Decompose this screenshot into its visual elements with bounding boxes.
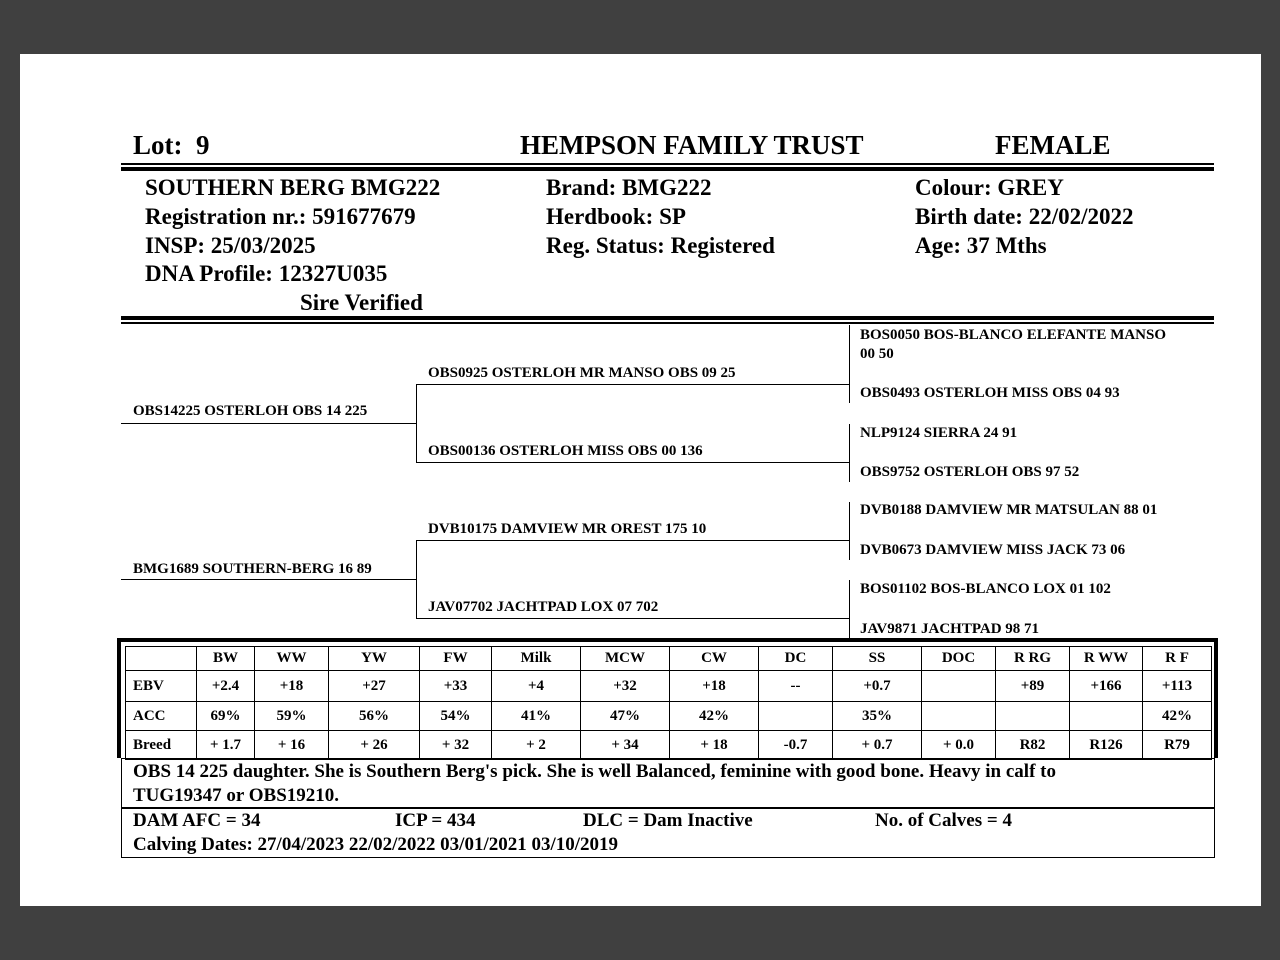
header-rule-top <box>121 163 1214 165</box>
colour: Colour: GREY <box>915 175 1064 200</box>
ebv-col-header: SS <box>833 647 922 671</box>
acc-cell <box>922 702 996 731</box>
ggp-1-cont: 00 50 <box>860 346 894 362</box>
breed-cell: -0.7 <box>759 731 833 760</box>
dlc: DLC = Dam Inactive <box>583 810 753 831</box>
pedigree-dam: BMG1689 SOUTHERN-BERG 16 89 <box>133 561 372 577</box>
ebv-cell <box>922 671 996 702</box>
ebv-cell: +113 <box>1143 671 1212 702</box>
acc-cell <box>996 702 1070 731</box>
breed-cell: + 26 <box>329 731 420 760</box>
ebv-cell: +33 <box>420 671 492 702</box>
ebv-cell: -- <box>759 671 833 702</box>
lot-label-text: Lot: <box>133 130 183 160</box>
ggp-bracket-2 <box>849 424 850 482</box>
dam-bracket <box>416 540 417 618</box>
calving-dates: Calving Dates: 27/04/2023 22/02/2022 03/01/2021 03/10/2019 <box>133 834 619 855</box>
ebv-col-header: DOC <box>922 647 996 671</box>
breed-cell: + 2 <box>492 731 581 760</box>
acc-cell: 42% <box>1143 702 1212 731</box>
ggp-7: BOS01102 BOS-BLANCO LOX 01 102 <box>860 581 1111 597</box>
breed-cell: R82 <box>996 731 1070 760</box>
ggp-3: NLP9124 SIERRA 24 91 <box>860 425 1018 441</box>
acc-cell <box>759 702 833 731</box>
ebv-col-header: WW <box>255 647 329 671</box>
info-rule-bottom <box>121 322 1214 324</box>
ebv-cell: +18 <box>670 671 759 702</box>
ebv-col-header: R RG <box>996 647 1070 671</box>
reg-status: Reg. Status: Registered <box>546 233 775 258</box>
ggp-bracket-3 <box>849 502 850 560</box>
breed-cell: + 0.7 <box>833 731 922 760</box>
dam-afc: DAM AFC = 34 <box>133 810 261 831</box>
breed-cell: + 18 <box>670 731 759 760</box>
sex-label: FEMALE <box>995 130 1111 160</box>
ebv-frame-top <box>117 638 1218 642</box>
ggp-4: OBS9752 OSTERLOH OBS 97 52 <box>860 464 1080 480</box>
ebv-row <box>126 671 1212 702</box>
sire-bracket <box>416 384 417 462</box>
birth-date: Birth date: 22/02/2022 <box>915 204 1134 229</box>
ebv-row-label: EBV <box>126 671 197 702</box>
insp-date: INSP: 25/03/2025 <box>145 233 316 258</box>
acc-cell: 41% <box>492 702 581 731</box>
age: Age: 37 Mths <box>915 233 1047 258</box>
pedigree-dam-dam: JAV07702 JACHTPAD LOX 07 702 <box>428 599 659 615</box>
lot-label <box>133 130 210 161</box>
acc-cell: 35% <box>833 702 922 731</box>
breed-cell: R126 <box>1070 731 1143 760</box>
ebv-col-header: YW <box>329 647 420 671</box>
info-rule-top <box>121 316 1214 320</box>
dam-sire-line <box>416 540 849 541</box>
icp: ICP = 434 <box>395 810 476 831</box>
ebv-frame-left <box>117 638 121 758</box>
ebv-col-header <box>126 647 197 671</box>
acc-row-label: ACC <box>126 702 197 731</box>
ebv-col-header: R WW <box>1070 647 1143 671</box>
ebv-table <box>125 646 1212 760</box>
ebv-col-header: FW <box>420 647 492 671</box>
ebv-cell: +27 <box>329 671 420 702</box>
ebv-col-header: Milk <box>492 647 581 671</box>
ebv-cell: +166 <box>1070 671 1143 702</box>
sire-verified: Sire Verified <box>300 290 423 315</box>
dam-dam-line <box>416 618 849 619</box>
breed-cell: + 0.0 <box>922 731 996 760</box>
dna-profile: DNA Profile: 12327U035 <box>145 261 388 286</box>
pedigree-sire-dam: OBS00136 OSTERLOH MISS OBS 00 136 <box>428 443 703 459</box>
acc-cell <box>1070 702 1143 731</box>
lot-number: 9 <box>196 130 210 160</box>
brand: Brand: BMG222 <box>546 175 712 200</box>
no-of-calves: No. of Calves = 4 <box>875 810 1012 831</box>
breed-cell: R79 <box>1143 731 1212 760</box>
owner-name: HEMPSON FAMILY TRUST <box>520 130 864 160</box>
ggp-1: BOS0050 BOS-BLANCO ELEFANTE MANSO <box>860 327 1167 343</box>
ggp-bracket-4 <box>849 580 850 638</box>
sire-line <box>121 423 416 424</box>
pedigree-dam-sire: DVB10175 DAMVIEW MR OREST 175 10 <box>428 521 707 537</box>
header-rule-bottom <box>121 167 1214 171</box>
acc-cell: 42% <box>670 702 759 731</box>
acc-cell: 59% <box>255 702 329 731</box>
ggp-5: DVB0188 DAMVIEW MR MATSULAN 88 01 <box>860 502 1158 518</box>
ebv-cell: +89 <box>996 671 1070 702</box>
animal-name: SOUTHERN BERG BMG222 <box>145 175 441 200</box>
breed-row-label: Breed <box>126 731 197 760</box>
ebv-cell: +2.4 <box>197 671 255 702</box>
ebv-col-header: BW <box>197 647 255 671</box>
breed-row <box>126 731 1212 760</box>
acc-cell: 56% <box>329 702 420 731</box>
breed-cell: + 1.7 <box>197 731 255 760</box>
acc-cell: 54% <box>420 702 492 731</box>
ebv-cell: +32 <box>581 671 670 702</box>
ggp-8: JAV9871 JACHTPAD 98 71 <box>860 621 1040 637</box>
pedigree-sire-sire: OBS0925 OSTERLOH MR MANSO OBS 09 25 <box>428 365 736 381</box>
ebv-col-header: R F <box>1143 647 1212 671</box>
ebv-col-header: CW <box>670 647 759 671</box>
ebv-frame-right <box>1214 638 1218 758</box>
breed-cell: + 34 <box>581 731 670 760</box>
ggp-6: DVB0673 DAMVIEW MISS JACK 73 06 <box>860 542 1126 558</box>
ebv-header-row <box>126 647 1212 671</box>
comments-line-1: OBS 14 225 daughter. She is Southern Berg's pick. She is well Balanced, feminine with good bone. Heavy in calf to <box>133 761 1056 782</box>
breed-cell: + 16 <box>255 731 329 760</box>
pedigree-sire: OBS14225 OSTERLOH OBS 14 225 <box>133 403 368 419</box>
sire-dam-line <box>416 462 849 463</box>
ggp-2: OBS0493 OSTERLOH MISS OBS 04 93 <box>860 385 1120 401</box>
sire-sire-line <box>416 384 849 385</box>
acc-row <box>126 702 1212 731</box>
breed-cell: + 32 <box>420 731 492 760</box>
registration-number: Registration nr.: 591677679 <box>145 204 416 229</box>
ggp-bracket-1 <box>849 325 850 403</box>
ebv-cell: +4 <box>492 671 581 702</box>
ebv-cell: +0.7 <box>833 671 922 702</box>
comments-line-2: TUG19347 or OBS19210. <box>133 785 340 806</box>
dam-line <box>121 579 416 580</box>
ebv-col-header: DC <box>759 647 833 671</box>
herdbook: Herdbook: SP <box>546 204 686 229</box>
acc-cell: 69% <box>197 702 255 731</box>
ebv-col-header: MCW <box>581 647 670 671</box>
ebv-cell: +18 <box>255 671 329 702</box>
acc-cell: 47% <box>581 702 670 731</box>
